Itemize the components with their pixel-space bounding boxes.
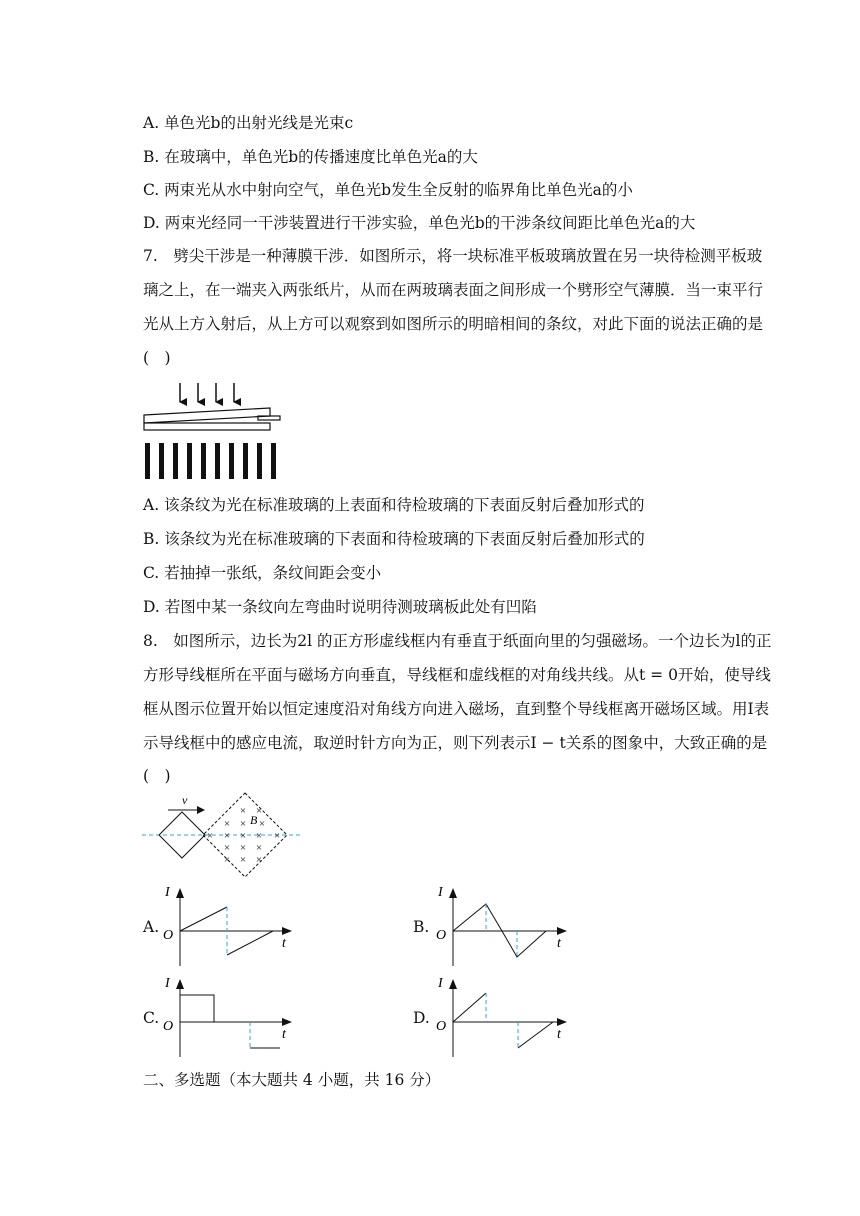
q8-stem-line: 框从图示位置开始以恒定速度沿对角线方向进入磁场，直到整个导线框离开磁场区域。用I表	[143, 700, 770, 718]
y-axis-label: I	[438, 976, 443, 991]
graph-d	[433, 975, 578, 1060]
graph-a	[160, 884, 300, 969]
graph-b-option: B.	[413, 918, 430, 936]
q8-stem-line: 8. 如图所示，边长为2l 的正方形虚线框内有垂直于纸面向里的匀强磁场。一个边长为l的正	[143, 632, 772, 650]
svg-text:×: ×	[239, 818, 247, 830]
graph-a-option: A.	[143, 918, 160, 936]
q7-stem-line: 7. 劈尖干涉是一种薄膜干涉．如图所示，将一块标准平板玻璃放置在另一块待检测平板玻	[143, 247, 763, 265]
y-axis-label: I	[165, 885, 170, 900]
x-axis-label: t	[557, 936, 561, 951]
svg-text:×: ×	[239, 842, 247, 854]
q7-option-b: B. 该条纹为光在标准玻璃的下表面和待检玻璃的下表面反射后叠加形式的	[143, 530, 645, 548]
graph-b	[433, 884, 578, 969]
q6-option-a: A. 单色光b的出射光线是光束c	[143, 114, 354, 132]
section-heading: 二、多选题（本大题共 4 小题，共 16 分）	[143, 1071, 441, 1089]
origin-label: O	[163, 1019, 174, 1034]
y-axis-label: I	[165, 976, 170, 991]
svg-text:×: ×	[223, 818, 231, 830]
velocity-label: v	[182, 793, 188, 807]
graph-c-option: C.	[143, 1009, 160, 1027]
y-axis-label: I	[438, 885, 443, 900]
svg-text:×: ×	[223, 830, 231, 842]
svg-text:×: ×	[255, 842, 263, 854]
graph-c	[160, 975, 300, 1060]
q8-stem-line: ( )	[143, 767, 171, 785]
q7-option-a: A. 该条纹为光在标准玻璃的上表面和待检玻璃的下表面反射后叠加形式的	[143, 496, 645, 514]
incident-light-arrows	[180, 383, 234, 402]
x-axis-label: t	[557, 1027, 561, 1042]
x-axis-label: t	[282, 1027, 286, 1042]
glass-plates	[144, 408, 280, 430]
svg-text:×: ×	[206, 830, 214, 842]
svg-text:×: ×	[239, 805, 247, 817]
svg-text:×: ×	[258, 818, 266, 830]
graph-d-option: D.	[413, 1009, 430, 1027]
q7-option-d: D. 若图中某一条纹向左弯曲时说明待测玻璃板此处有凹陷	[143, 598, 537, 616]
q8-stem-line: 方形导线框所在平面与磁场方向垂直，导线框和虚线框的对角线共线。从t = 0开始，使导线	[143, 666, 771, 684]
svg-text:×: ×	[239, 830, 247, 842]
interference-fringes	[145, 443, 276, 479]
origin-label: O	[163, 928, 174, 943]
svg-text:×: ×	[273, 830, 281, 842]
q7-option-c: C. 若抽掉一张纸，条纹间距会变小	[143, 564, 382, 582]
q8-stem-line: 示导线框中的感应电流，取逆时针方向为正，则下列表示I − t关系的图象中，大致正确的是	[143, 734, 768, 752]
origin-label: O	[436, 928, 447, 943]
svg-text:×: ×	[239, 854, 247, 866]
origin-label: O	[436, 1019, 447, 1034]
svg-text:×: ×	[255, 854, 263, 866]
x-axis-label: t	[282, 936, 286, 951]
q7-stem-line: 璃之上，在一端夹入两张纸片，从而在两玻璃表面之间形成一个劈形空气薄膜．当一束平行	[143, 281, 764, 299]
q6-option-d: D. 两束光经同一干涉装置进行干涉实验，单色光b的干涉条纹间距比单色光a的大	[143, 214, 696, 232]
wedge-interference-figure	[140, 380, 290, 480]
field-label: B	[250, 813, 258, 827]
svg-text:×: ×	[223, 842, 231, 854]
svg-text:×: ×	[255, 830, 263, 842]
svg-text:×: ×	[223, 854, 231, 866]
q6-option-b: B. 在玻璃中，单色光b的传播速度比单色光a的大	[143, 148, 478, 166]
svg-text:×: ×	[255, 805, 263, 817]
magnetic-field-figure	[140, 790, 310, 885]
q7-stem-line: 光从上方入射后，从上方可以观察到如图所示的明暗相间的条纹，对此下面的说法正确的是	[143, 315, 764, 333]
q7-stem-line: ( )	[143, 349, 171, 367]
q6-option-c: C. 两束光从水中射向空气，单色光b发生全反射的临界角比单色光a的小	[143, 181, 633, 199]
